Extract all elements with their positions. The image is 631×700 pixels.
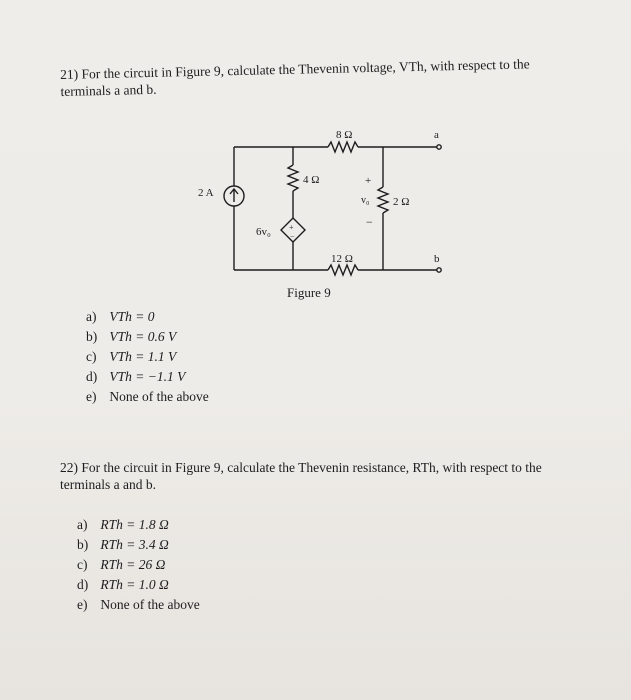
- choice-text: VTh = 0.6 V: [109, 329, 177, 344]
- choice-item[interactable]: [77, 515, 200, 535]
- label-8-ohm: 8 Ω: [336, 129, 353, 141]
- choice-text: VTh = −1.1 V: [109, 369, 186, 384]
- choice-letter: d): [86, 369, 98, 384]
- choice-item[interactable]: [77, 535, 200, 555]
- resistor-4-ohm: [288, 165, 298, 191]
- label-vo: v₀: [361, 195, 370, 206]
- choice-text: None of the above: [100, 597, 200, 612]
- label-terminal-b: b: [434, 253, 440, 265]
- label-vo-minus: −: [366, 215, 373, 229]
- choice-letter: b): [86, 329, 98, 344]
- choice-letter: a): [86, 309, 97, 324]
- terminal-a: [437, 145, 441, 149]
- choice-letter: c): [77, 557, 88, 572]
- choice-text: VTh = 1.1 V: [109, 349, 177, 364]
- choice-item[interactable]: [86, 367, 209, 387]
- resistor-2-ohm: [378, 187, 388, 213]
- choice-item[interactable]: [77, 555, 200, 575]
- label-4-ohm: 4 Ω: [303, 174, 320, 186]
- choice-letter: d): [77, 577, 89, 592]
- choice-item[interactable]: [86, 307, 209, 327]
- label-source-plus: +: [289, 223, 294, 232]
- choice-item[interactable]: [77, 595, 200, 615]
- label-current-source: 2 A: [198, 187, 214, 199]
- choice-letter: e): [77, 597, 88, 612]
- terminal-b: [437, 268, 441, 272]
- resistor-12-ohm: [328, 265, 358, 275]
- choice-letter: e): [86, 389, 97, 404]
- question-21-text: 21) For the circuit in Figure 9, calculate the Thevenin voltage, VTh, with respect to the terminals a and b.: [60, 56, 530, 99]
- choice-text: RTh = 3.4 Ω: [100, 537, 169, 552]
- label-terminal-a: a: [434, 129, 439, 141]
- choice-text: VTh = 0: [109, 309, 155, 324]
- choice-text: None of the above: [109, 389, 209, 404]
- question-21-choices: [86, 307, 209, 407]
- label-2-ohm: 2 Ω: [393, 196, 410, 208]
- choice-letter: b): [77, 537, 89, 552]
- choice-item[interactable]: [86, 347, 209, 367]
- label-dependent-source: 6v₀: [256, 226, 271, 238]
- choice-item[interactable]: [86, 327, 209, 347]
- figure-caption: Figure 9: [287, 285, 331, 300]
- label-vo-plus: +: [365, 175, 372, 187]
- choice-item[interactable]: [77, 575, 200, 595]
- question-22-choices: [77, 515, 200, 615]
- choice-text: RTh = 1.8 Ω: [100, 517, 169, 532]
- label-source-minus: −: [290, 232, 295, 241]
- resistor-8-ohm: [328, 142, 358, 152]
- choice-text: RTh = 1.0 Ω: [100, 577, 169, 592]
- choice-text: RTh = 26 Ω: [100, 557, 166, 572]
- choice-letter: c): [86, 349, 97, 364]
- choice-item[interactable]: [86, 387, 209, 407]
- question-22-text: 22) For the circuit in Figure 9, calculate the Thevenin resistance, RTh, with respect to the terminals a and b.: [60, 460, 542, 492]
- label-12-ohm: 12 Ω: [331, 253, 353, 265]
- choice-letter: a): [77, 517, 88, 532]
